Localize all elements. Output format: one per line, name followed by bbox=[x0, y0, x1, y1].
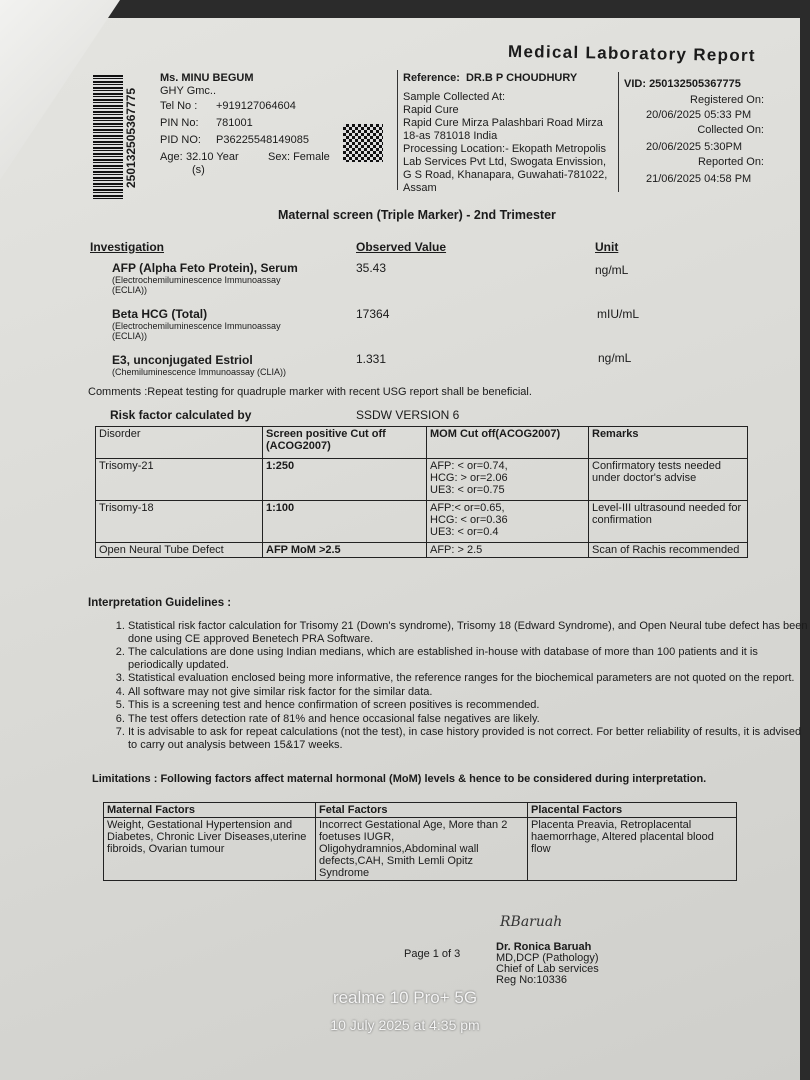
signatory-role: Chief of Lab services bbox=[496, 963, 599, 975]
risk-value: SSDW VERSION 6 bbox=[356, 408, 460, 422]
mom-line: HCG: > or=2.06 bbox=[430, 472, 508, 484]
th-mom: MOM Cut off(ACOG2007) bbox=[427, 427, 589, 459]
result-method: (Electrochemiluminescence Immunoassay bbox=[112, 275, 281, 285]
result-name: AFP (Alpha Feto Protein), Serum bbox=[112, 261, 298, 275]
guideline: 7. It is advisable to ask for repeat calculations (not the test), in case history provided is not correct. For better reliability of results, it is advised to carry out analysis between 15&17 weeks. bbox=[128, 726, 808, 751]
ref-line: 18-as 781018 India bbox=[403, 130, 498, 142]
vid-value: 250132505367775 bbox=[649, 78, 741, 90]
ref-line: Lab Services Pvt Ltd, Swogata Envission, bbox=[403, 156, 606, 168]
ref-line: Rapid Cure Mirza Palashbari Road Mirza bbox=[403, 117, 603, 129]
th-cutoff: Screen positive Cut off (ACOG2007) bbox=[263, 427, 427, 459]
risk-label: Risk factor calculated by bbox=[110, 408, 252, 422]
cutoff: AFP MoM >2.5 bbox=[263, 543, 427, 558]
table-row bbox=[96, 501, 748, 543]
divider bbox=[397, 70, 398, 190]
report-title: Medical Laboratory Report bbox=[507, 41, 757, 66]
factors-table bbox=[103, 802, 737, 881]
result-value: 17364 bbox=[356, 307, 390, 321]
disorder: Trisomy-18 bbox=[96, 501, 263, 543]
test-title: Maternal screen (Triple Marker) - 2nd Trimester bbox=[278, 208, 556, 222]
th-remarks: Remarks bbox=[589, 427, 748, 459]
mom-line: UE3: < or=0.75 bbox=[430, 484, 505, 496]
guideline: 4. All software may not give similar risk factor for the similar data. bbox=[128, 686, 808, 699]
dates-block bbox=[624, 78, 764, 186]
patient-info bbox=[160, 72, 330, 177]
mom-line: AFP:< or=0.65, bbox=[430, 502, 505, 514]
fetal-factors: Incorrect Gestational Age, More than 2 foetuses IUGR, Oligohydramnios,Abdominal wall defects,CAH, Smith Lemli Opitz Syndrome bbox=[316, 818, 528, 881]
reference-label: Reference: bbox=[403, 72, 460, 84]
th-maternal: Maternal Factors bbox=[104, 803, 316, 818]
sex-value: Female bbox=[293, 151, 330, 163]
mom-line: AFP: > 2.5 bbox=[427, 543, 589, 558]
maternal-factors: Weight, Gestational Hypertension and Diabetes, Chronic Liver Diseases,uterine fibroids, Ovarian tumour bbox=[104, 818, 316, 881]
limitations: Limitations : Following factors affect maternal hormonal (MoM) levels & hence to be considered during interpretation. bbox=[92, 773, 707, 785]
table-row bbox=[96, 459, 748, 501]
table-row bbox=[104, 818, 737, 881]
result-row bbox=[112, 307, 281, 341]
patient-location: GHY Gmc.. bbox=[160, 85, 217, 97]
risk-table bbox=[95, 426, 748, 558]
result-method: (ECLIA)) bbox=[112, 331, 148, 341]
ref-line: G S Road, Khanapara, Guwahati-781022, bbox=[403, 169, 608, 181]
pin-value: 781001 bbox=[216, 117, 253, 129]
signatory-degree: MD,DCP (Pathology) bbox=[496, 952, 599, 964]
result-unit: mIU/mL bbox=[597, 307, 639, 321]
guideline: 5. This is a screening test and hence confirmation of screen positives is recommended. bbox=[128, 699, 808, 712]
guideline: 1. Statistical risk factor calculation for Trisomy 21 (Down's syndrome), Trisomy 18 (Edward Syndrome), and Open Neural tube defect has been done using CE approved Benetech PRA Software. bbox=[128, 620, 808, 645]
result-name: Beta HCG (Total) bbox=[112, 307, 208, 321]
disorder: Open Neural Tube Defect bbox=[96, 543, 263, 558]
result-value: 1.331 bbox=[356, 352, 387, 366]
guideline: 6. The test offers detection rate of 81% and hence occasional false negatives are likely. bbox=[128, 713, 808, 726]
signatory-name: Dr. Ronica Baruah bbox=[496, 941, 592, 953]
cutoff: 1:100 bbox=[263, 501, 427, 543]
signature: RBaruah bbox=[500, 914, 563, 930]
tel-value: +919127064604 bbox=[216, 100, 296, 112]
remarks: Level-III ultrasound needed for confirmation bbox=[589, 501, 748, 543]
col-investigation: Investigation bbox=[90, 240, 165, 254]
result-method: (Chemiluminescence Immunoassay (CLIA)) bbox=[112, 367, 287, 377]
th-fetal: Fetal Factors bbox=[316, 803, 528, 818]
interpretation-list bbox=[92, 620, 808, 752]
result-unit: ng/mL bbox=[595, 263, 629, 277]
remarks: Confirmatory tests needed under doctor's advise bbox=[589, 459, 748, 501]
table-row bbox=[96, 543, 748, 558]
camera-watermark-device: realme 10 Pro+ 5G bbox=[332, 988, 478, 1007]
result-row bbox=[112, 353, 286, 377]
col-unit: Unit bbox=[595, 240, 619, 254]
mom-line: UE3: < or=0.4 bbox=[430, 526, 499, 538]
th-disorder: Disorder bbox=[96, 427, 263, 459]
reported-label: Reported On: bbox=[697, 156, 764, 168]
page-number: Page 1 of 3 bbox=[404, 948, 461, 960]
result-name: E3, unconjugated Estriol bbox=[112, 353, 253, 367]
ref-line: Assam bbox=[403, 182, 437, 194]
col-observed-value: Observed Value bbox=[356, 240, 447, 254]
ref-line: Rapid Cure bbox=[403, 104, 459, 116]
th-placental: Placental Factors bbox=[528, 803, 737, 818]
reference-doctor: DR.B P CHOUDHURY bbox=[465, 72, 578, 84]
comments: Comments :Repeat testing for quadruple marker with recent USG report shall be beneficial. bbox=[88, 386, 532, 398]
placental-factors: Placenta Preavia, Retroplacental haemorrhage, Altered placental blood flow bbox=[528, 818, 737, 881]
barcode-number: 250132505367775 bbox=[124, 87, 138, 188]
pid-value: P36225548149085 bbox=[216, 134, 309, 146]
ref-line: Processing Location:- Ekopath Metropolis bbox=[403, 143, 606, 155]
collected-value: 20/06/2025 5:30PM bbox=[646, 141, 743, 153]
camera-watermark-date: 10 July 2025 at 4:35 pm bbox=[330, 1017, 480, 1033]
registered-value: 20/06/2025 05:33 PM bbox=[646, 109, 752, 121]
mom-line: HCG: < or=0.36 bbox=[430, 514, 508, 526]
result-method: (ECLIA)) bbox=[112, 285, 148, 295]
remarks: Scan of Rachis recommended bbox=[589, 543, 748, 558]
age-value: 32.10 Year bbox=[186, 151, 239, 163]
mom-line: AFP: < or=0.74, bbox=[430, 460, 508, 472]
result-value: 35.43 bbox=[356, 261, 387, 275]
disorder: Trisomy-21 bbox=[96, 459, 263, 501]
interpretation-title: Interpretation Guidelines : bbox=[88, 597, 232, 609]
age-label: Age: bbox=[160, 151, 183, 163]
pid-label: PID NO: bbox=[160, 134, 201, 146]
sex-label: Sex: bbox=[268, 151, 291, 163]
guideline: 2. The calculations are done using Indian medians, which are established in-house with database of more than 100 patients and it is periodically updated. bbox=[128, 646, 808, 671]
barcode bbox=[93, 75, 123, 200]
registered-label: Registered On: bbox=[690, 94, 764, 106]
patient-name: Ms. MINU BEGUM bbox=[160, 72, 254, 84]
divider bbox=[618, 72, 619, 192]
signatory bbox=[496, 942, 599, 986]
result-unit: ng/mL bbox=[598, 351, 632, 365]
collected-label: Collected On: bbox=[697, 124, 764, 136]
cutoff: 1:250 bbox=[263, 459, 427, 501]
tel-label: Tel No : bbox=[160, 100, 198, 112]
ref-line: Sample Collected At: bbox=[403, 91, 506, 103]
reference-block bbox=[403, 72, 618, 195]
pin-label: PIN No: bbox=[160, 117, 199, 129]
signatory-reg: Reg No:10336 bbox=[496, 974, 567, 986]
qr-code bbox=[343, 124, 383, 162]
reported-value: 21/06/2025 04:58 PM bbox=[646, 173, 752, 185]
result-row bbox=[112, 261, 298, 295]
age-unit: (s) bbox=[192, 164, 205, 176]
vid-label: VID: bbox=[624, 78, 646, 90]
guideline: 3. Statistical evaluation enclosed being more informative, the reference ranges for the biochemical parameters are not quoted on the report. bbox=[128, 672, 808, 685]
result-method: (Electrochemiluminescence Immunoassay bbox=[112, 321, 281, 331]
